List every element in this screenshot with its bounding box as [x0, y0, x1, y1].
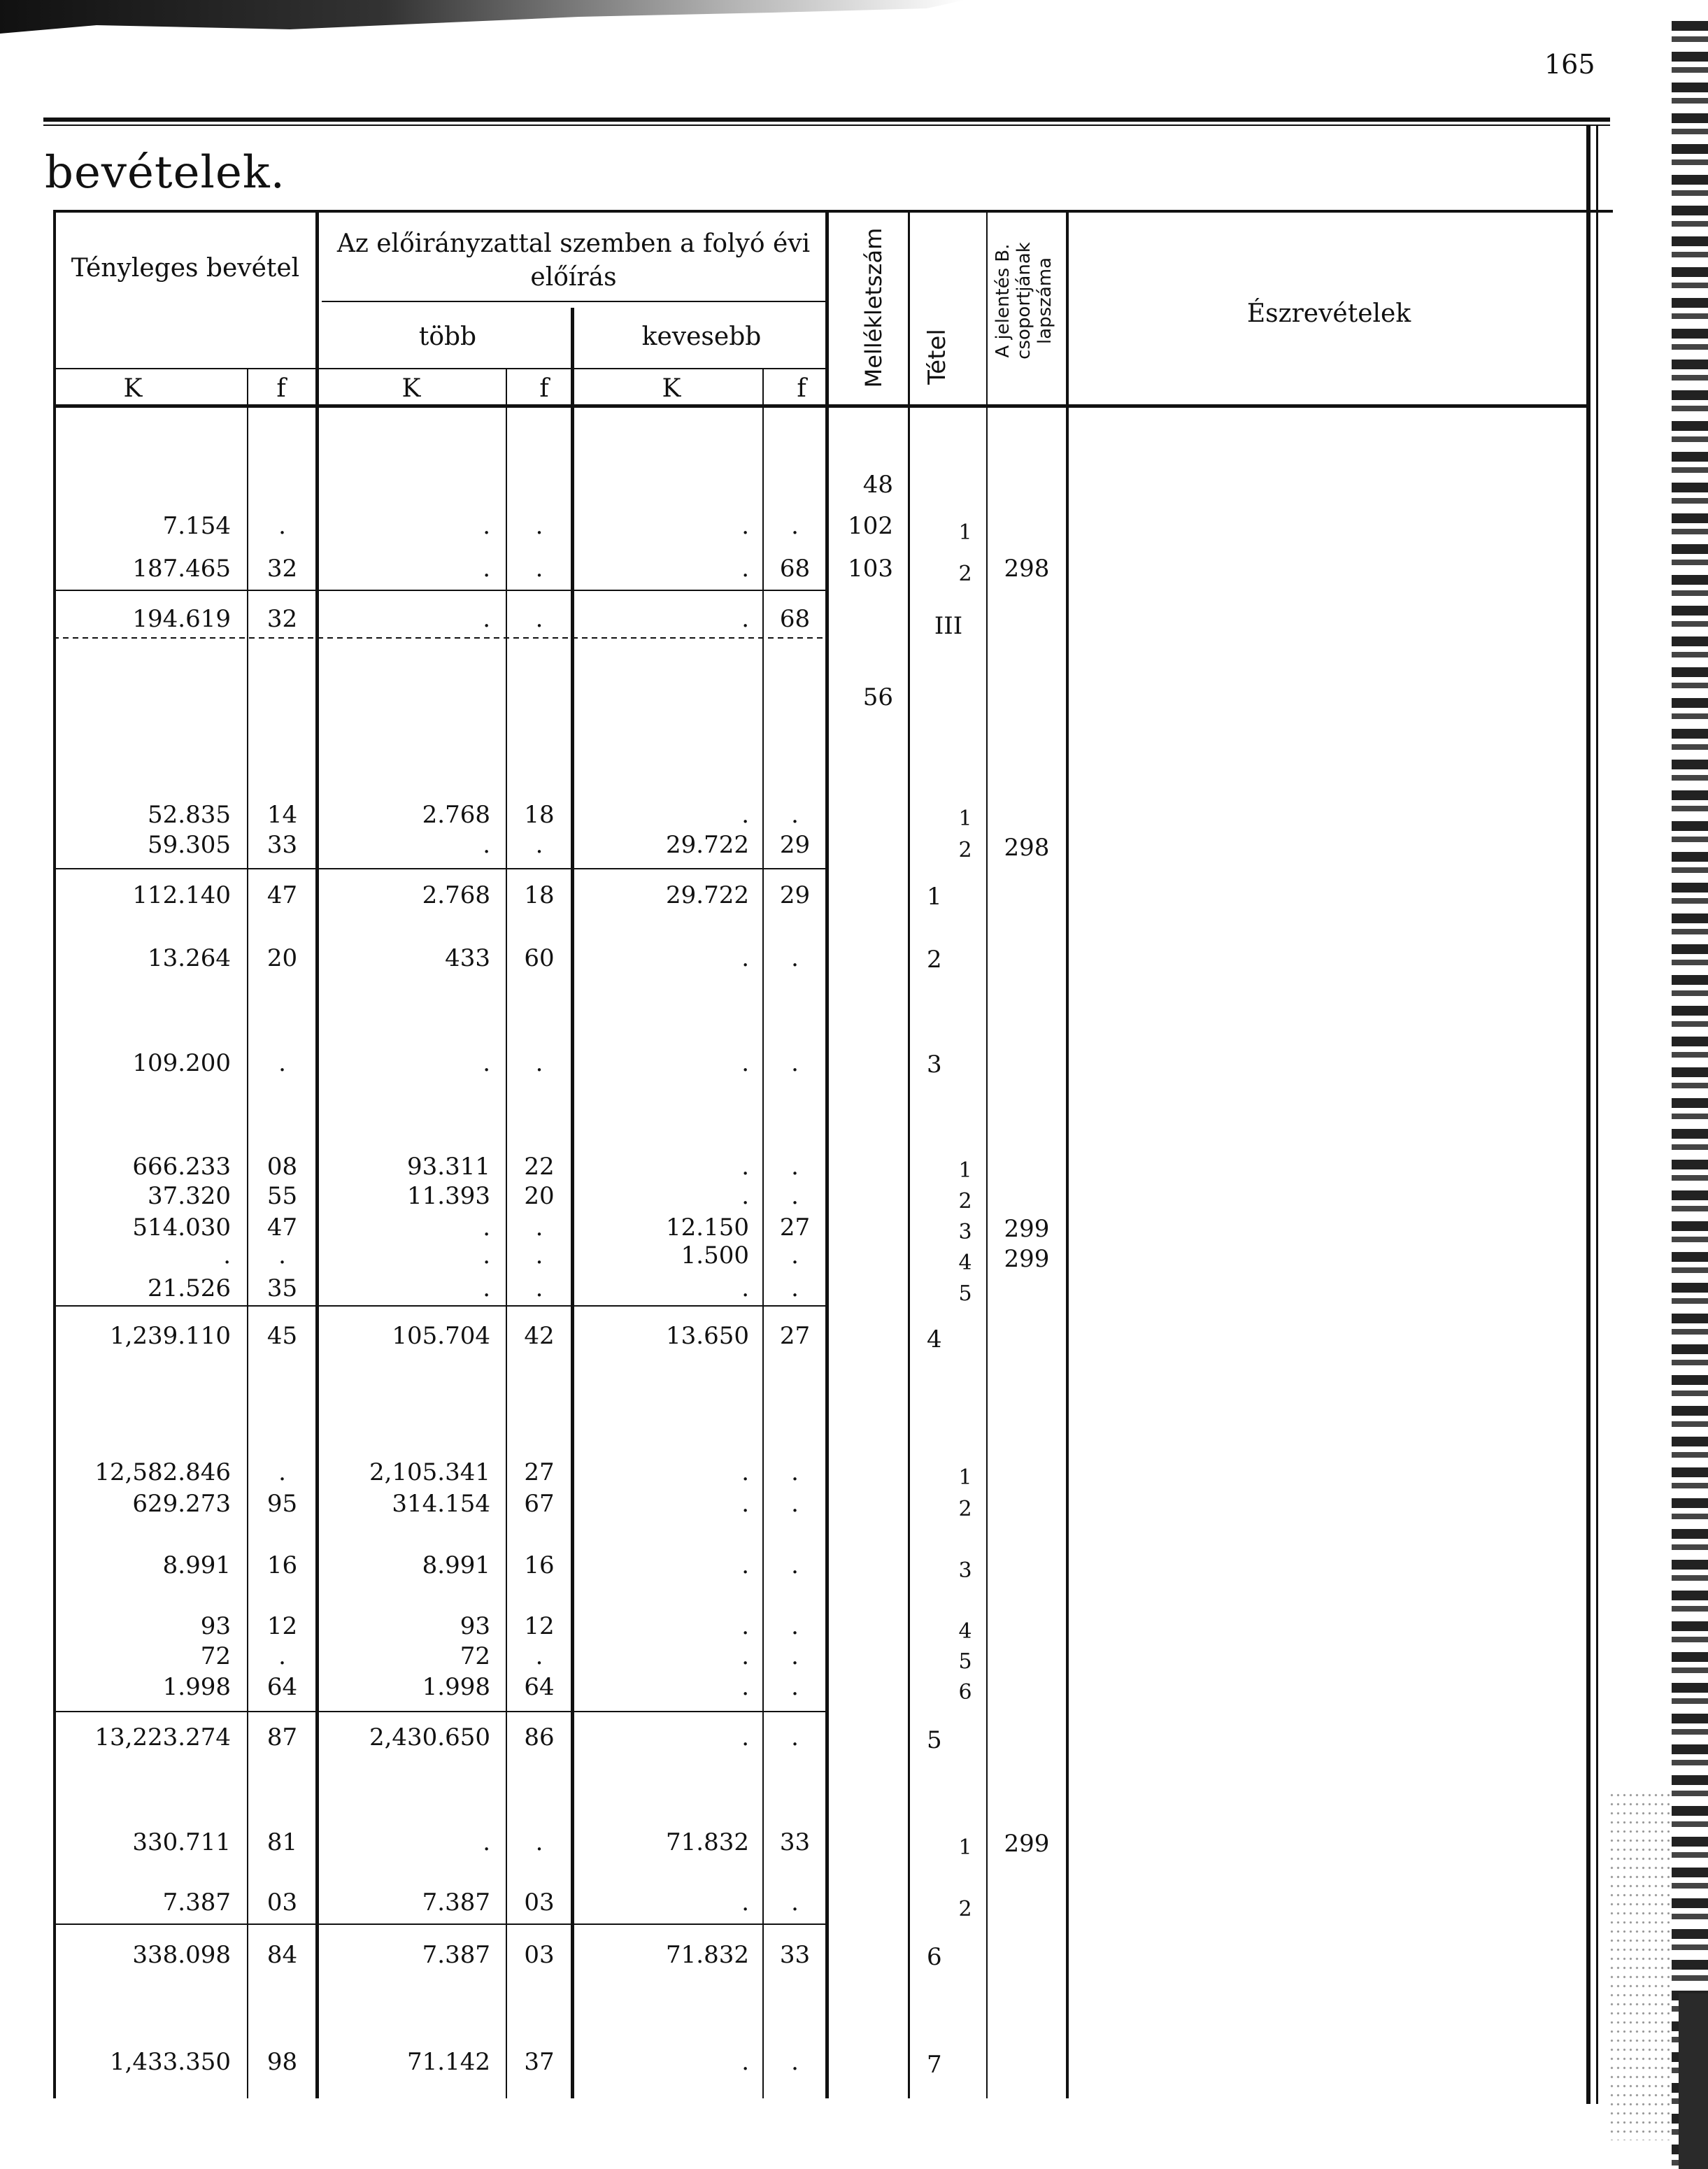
cell-actual-f: .	[278, 512, 286, 540]
cell-more-K: 11.393	[407, 1182, 490, 1210]
cell-less-K: .	[741, 555, 749, 583]
cell-more-f: 60	[524, 944, 555, 972]
cell-actual-K: 1.998	[162, 1673, 231, 1701]
cell-less-K: .	[741, 1049, 749, 1077]
header-bottom-rule	[53, 404, 1589, 408]
cell-less-f: .	[791, 1274, 799, 1302]
cell-actual-f: 84	[266, 1941, 298, 1969]
cell-report-page: 299	[1004, 1830, 1050, 1858]
cell-less-f: .	[791, 1242, 799, 1270]
header-unit-rule	[53, 368, 827, 369]
scan-noise-right	[1609, 1791, 1672, 2140]
page-binding-edge	[1672, 21, 1708, 2169]
cell-actual-f: 95	[266, 1490, 298, 1518]
top-rule-thin	[43, 125, 1610, 126]
cell-less-f: .	[791, 1458, 799, 1486]
cell-less-K: 29.722	[666, 831, 749, 859]
cell-less-K: .	[741, 1490, 749, 1518]
cell-more-K: .	[483, 1828, 490, 1856]
cell-less-f: 68	[779, 555, 811, 583]
cell-actual-K: 629.273	[132, 1490, 231, 1518]
cell-actual-K: 187.465	[132, 555, 231, 583]
cell-less-K: .	[741, 512, 749, 540]
cell-actual-f: 20	[266, 944, 298, 972]
cell-more-f: .	[535, 1828, 543, 1856]
cell-less-f: .	[791, 1551, 799, 1579]
cell-subitem: 1	[958, 806, 972, 831]
cell-less-f: 68	[779, 605, 811, 633]
cell-more-K: 2.768	[422, 881, 490, 909]
header-f-actual: f	[276, 374, 286, 403]
cell-more-f: 20	[524, 1182, 555, 1210]
cell-actual-K: 12,582.846	[94, 1458, 231, 1486]
cell-less-f: .	[791, 1642, 799, 1670]
cell-subitem: 2	[958, 838, 972, 862]
header-sub-rule	[322, 301, 825, 302]
cell-actual-f: 55	[266, 1182, 298, 1210]
cell-more-f: .	[535, 1274, 543, 1302]
cell-actual-K: 21.526	[148, 1274, 231, 1302]
cell-more-f: 86	[524, 1723, 555, 1751]
cell-less-f: .	[791, 1889, 799, 1916]
cell-more-f: 22	[524, 1153, 555, 1181]
cell-more-K: 72	[460, 1642, 490, 1670]
cell-actual-f: 35	[266, 1274, 298, 1302]
cell-report-page: 298	[1004, 834, 1050, 862]
sum-rule	[53, 1711, 827, 1712]
cell-actual-K: .	[223, 1242, 231, 1270]
cell-more-K: 8.991	[422, 1551, 490, 1579]
cell-less-f: .	[791, 1612, 799, 1640]
cell-more-f: 18	[524, 801, 555, 829]
cell-actual-f: 08	[266, 1153, 298, 1181]
cell-more-f: 12	[524, 1612, 555, 1640]
cell-less-f: .	[791, 512, 799, 540]
cell-more-f: 64	[524, 1673, 555, 1701]
cell-more-K: 1.998	[422, 1673, 490, 1701]
cell-less-K: 71.832	[666, 1828, 749, 1856]
cell-subitem: 2	[958, 1497, 972, 1521]
cell-more-K: 7.387	[422, 1941, 490, 1969]
cell-more-K: 93.311	[407, 1153, 490, 1181]
cell-appendix: 103	[848, 555, 893, 583]
col-rule-tf	[247, 368, 248, 2098]
header-item: Tétel	[923, 329, 951, 385]
cell-less-K: .	[741, 1458, 749, 1486]
cell-more-K: 2,105.341	[369, 1458, 490, 1486]
cell-item: 5	[927, 1726, 942, 1754]
cell-item: 1	[927, 883, 942, 911]
cell-subitem: 5	[958, 1281, 972, 1306]
cell-more-f: 37	[524, 2048, 555, 2076]
cell-actual-f: .	[278, 1642, 286, 1670]
cell-actual-K: 13.264	[148, 944, 231, 972]
cell-actual-K: 194.619	[132, 605, 231, 633]
header-actual-revenue: Tényleges bevétel	[71, 254, 300, 283]
cell-less-f: .	[791, 1673, 799, 1701]
cell-subitem: 4	[958, 1619, 972, 1644]
cell-more-K: 2,430.650	[369, 1723, 490, 1751]
cell-less-f: .	[791, 1049, 799, 1077]
cell-subitem: 6	[958, 1680, 972, 1705]
cell-actual-f: 16	[266, 1551, 298, 1579]
table-right-border-thin	[1596, 125, 1598, 2104]
header-K-more: K	[401, 374, 421, 403]
cell-more-f: .	[535, 1642, 543, 1670]
cell-item: 6	[927, 1943, 942, 1971]
cell-more-K: 2.768	[422, 801, 490, 829]
cell-more-K: .	[483, 1049, 490, 1077]
cell-less-f: .	[791, 1490, 799, 1518]
cell-report-page: 298	[1004, 555, 1050, 583]
cell-subitem: 2	[958, 562, 972, 586]
cell-actual-f: 32	[266, 555, 298, 583]
cell-less-f: .	[791, 801, 799, 829]
header-K-less: K	[662, 374, 681, 403]
cell-less-f: .	[791, 1723, 799, 1751]
cell-less-K: .	[741, 944, 749, 972]
cell-less-K: 13.650	[666, 1322, 749, 1350]
cell-less-K: 29.722	[666, 881, 749, 909]
col-rule-lf	[762, 368, 764, 2098]
cell-item: 2	[927, 946, 942, 974]
cell-actual-K: 1,433.350	[109, 2048, 231, 2076]
cell-actual-f: 03	[266, 1889, 298, 1916]
cell-more-K: 105.704	[392, 1322, 490, 1350]
header-f-less: f	[797, 374, 806, 403]
cell-item: 4	[927, 1325, 942, 1353]
cell-more-K: 71.142	[407, 2048, 490, 2076]
cell-less-K: .	[741, 1673, 749, 1701]
col-rule-item	[908, 210, 910, 2098]
header-remarks: Észrevételek	[1246, 299, 1411, 328]
cell-subitem: 1	[958, 1158, 972, 1183]
header-report-page: A jelentés B. csoportjának lapszáma	[992, 242, 1055, 360]
cell-subitem: 5	[958, 1649, 972, 1674]
header-K-actual: K	[123, 374, 143, 403]
cell-more-K: .	[483, 605, 490, 633]
cell-more-K: .	[483, 1214, 490, 1242]
col-rule-remarks	[1066, 210, 1069, 2098]
cell-less-K: .	[741, 1274, 749, 1302]
cell-less-f: 27	[779, 1214, 811, 1242]
cell-actual-f: 33	[266, 831, 298, 859]
cell-actual-K: 1,239.110	[109, 1322, 231, 1350]
cell-actual-K: 7.387	[162, 1889, 231, 1916]
cell-less-K: 71.832	[666, 1941, 749, 1969]
table-top-border	[53, 210, 1613, 213]
cell-actual-K: 8.991	[162, 1551, 231, 1579]
cell-actual-K: 52.835	[148, 801, 231, 829]
cell-less-K: .	[741, 2048, 749, 2076]
cell-subitem: 1	[958, 520, 972, 545]
cell-actual-f: 12	[266, 1612, 298, 1640]
cell-more-K: 93	[460, 1612, 490, 1640]
cell-actual-K: 330.711	[132, 1828, 231, 1856]
cell-actual-K: 13,223.274	[94, 1723, 231, 1751]
cell-more-K: .	[483, 831, 490, 859]
cell-more-f: .	[535, 1214, 543, 1242]
cell-more-K: .	[483, 512, 490, 540]
cell-report-page: 299	[1004, 1215, 1050, 1243]
cell-less-K: 1.500	[681, 1242, 749, 1270]
cell-subitem: 4	[958, 1251, 972, 1275]
cell-more-f: .	[535, 605, 543, 633]
sum-rule	[53, 590, 827, 591]
cell-less-K: .	[741, 1612, 749, 1640]
cell-more-K: 314.154	[392, 1490, 490, 1518]
page-title: bevételek.	[45, 147, 285, 199]
cell-actual-f: 47	[266, 1214, 298, 1242]
cell-item: 3	[927, 1051, 942, 1079]
cell-less-K: 12.150	[666, 1214, 749, 1242]
cell-more-f: 03	[524, 1941, 555, 1969]
cell-actual-K: 59.305	[148, 831, 231, 859]
cell-more-K: .	[483, 1242, 490, 1270]
cell-actual-f: 87	[266, 1723, 298, 1751]
cell-less-f: 33	[779, 1941, 811, 1969]
cell-actual-K: 112.140	[132, 881, 231, 909]
table-right-border	[1586, 125, 1590, 2104]
cell-less-K: .	[741, 1182, 749, 1210]
cell-more-f: .	[535, 1242, 543, 1270]
cell-actual-f: 98	[266, 2048, 298, 2076]
cell-actual-f: .	[278, 1242, 286, 1270]
col-rule-page	[986, 210, 988, 2098]
cell-actual-f: 64	[266, 1673, 298, 1701]
cell-more-f: .	[535, 831, 543, 859]
cell-actual-f: 81	[266, 1828, 298, 1856]
cell-actual-K: 72	[200, 1642, 231, 1670]
sum-rule	[53, 1923, 827, 1925]
cell-subitem: 2	[958, 1189, 972, 1214]
cell-less-f: .	[791, 1153, 799, 1181]
cell-actual-K: 514.030	[132, 1214, 231, 1242]
cell-subitem: 3	[958, 1558, 972, 1583]
cell-less-f: .	[791, 944, 799, 972]
cell-more-f: 67	[524, 1490, 555, 1518]
cell-more-f: 42	[524, 1322, 555, 1350]
cell-less-f: 33	[779, 1828, 811, 1856]
col-rule-mf	[506, 368, 507, 2098]
cell-actual-f: 14	[266, 801, 298, 829]
cell-more-f: 16	[524, 1551, 555, 1579]
page-number: 165	[1544, 49, 1595, 80]
cell-report-page: 299	[1004, 1245, 1050, 1273]
cell-less-f: .	[791, 1182, 799, 1210]
cell-less-f: 27	[779, 1322, 811, 1350]
cell-appendix: 56	[862, 683, 893, 711]
cell-actual-f: .	[278, 1049, 286, 1077]
cell-item: III	[934, 612, 963, 640]
header-appendix: Mellékletszám	[860, 227, 887, 388]
cell-more-K: 433	[445, 944, 490, 972]
cell-less-f: .	[791, 2048, 799, 2076]
cell-actual-K: 338.098	[132, 1941, 231, 1969]
cell-subitem: 1	[958, 1835, 972, 1860]
cell-item: 7	[927, 2051, 942, 2079]
cell-less-f: 29	[779, 831, 811, 859]
cell-appendix: 48	[862, 471, 893, 499]
cell-more-f: 03	[524, 1889, 555, 1916]
cell-less-K: .	[741, 801, 749, 829]
page-binding-shadow	[1679, 1993, 1708, 2169]
cell-less-K: .	[741, 605, 749, 633]
cell-actual-f: 32	[266, 605, 298, 633]
cell-more-f: .	[535, 1049, 543, 1077]
cell-more-f: 18	[524, 881, 555, 909]
sum-rule-dashed	[53, 637, 827, 639]
header-less: kevesebb	[641, 322, 762, 351]
cell-less-K: .	[741, 1153, 749, 1181]
cell-less-K: .	[741, 1723, 749, 1751]
cell-less-K: .	[741, 1642, 749, 1670]
cell-actual-f: 47	[266, 881, 298, 909]
cell-actual-K: 37.320	[148, 1182, 231, 1210]
sum-rule	[53, 868, 827, 869]
scan-noise-top	[0, 0, 965, 42]
cell-actual-K: 7.154	[162, 512, 231, 540]
cell-actual-K: 666.233	[132, 1153, 231, 1181]
cell-subitem: 3	[958, 1220, 972, 1244]
cell-actual-f: 45	[266, 1322, 298, 1350]
cell-more-K: .	[483, 1274, 490, 1302]
cell-actual-K: 109.200	[132, 1049, 231, 1077]
cell-more-K: 7.387	[422, 1889, 490, 1916]
cell-subitem: 2	[958, 1897, 972, 1921]
cell-more-f: .	[535, 555, 543, 583]
cell-less-f: 29	[779, 881, 811, 909]
cell-less-K: .	[741, 1551, 749, 1579]
cell-appendix: 102	[848, 512, 893, 540]
top-rule	[43, 118, 1610, 122]
cell-subitem: 1	[958, 1465, 972, 1490]
cell-more-f: .	[535, 512, 543, 540]
header-f-more: f	[539, 374, 549, 403]
cell-more-f: 27	[524, 1458, 555, 1486]
header-versus-budget: Az előirányzattal szemben a folyó évi előírás	[336, 229, 811, 292]
cell-actual-f: .	[278, 1458, 286, 1486]
header-more: több	[418, 322, 477, 351]
sum-rule	[53, 1305, 827, 1307]
cell-more-K: .	[483, 555, 490, 583]
cell-actual-K: 93	[200, 1612, 231, 1640]
cell-less-K: .	[741, 1889, 749, 1916]
